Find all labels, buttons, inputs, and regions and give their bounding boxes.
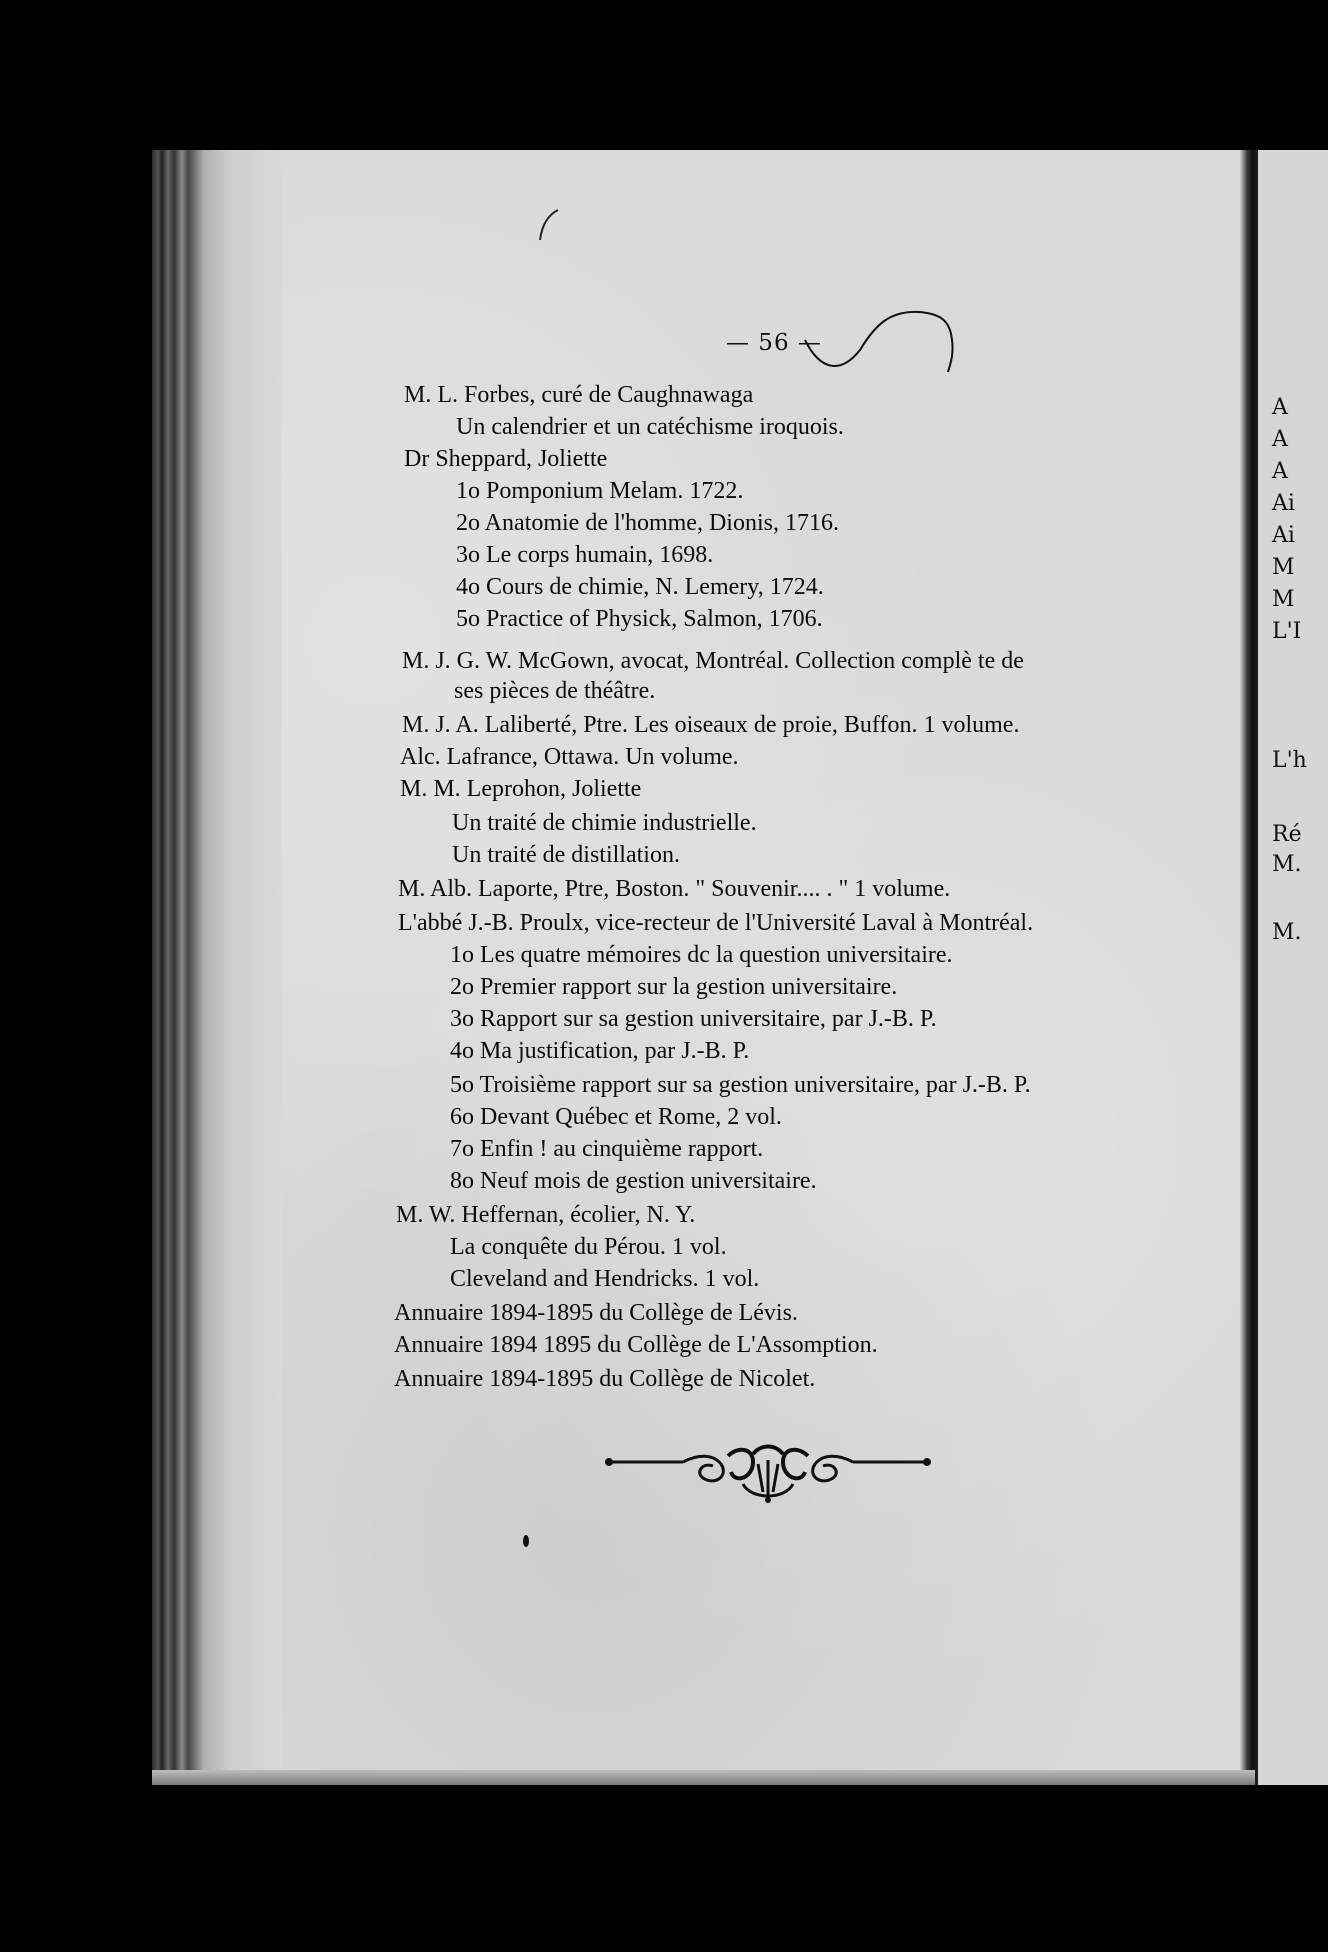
facing-fragment: L'I <box>1272 619 1302 644</box>
facing-fragment: M <box>1272 587 1295 612</box>
list-entry: Cleveland and Hendricks. 1 vol. <box>450 1266 760 1292</box>
list-entry: 2o Anatomie de l'homme, Dionis, 1716. <box>456 510 839 536</box>
list-entry: Annuaire 1894-1895 du Collège de Nicolet. <box>394 1366 816 1392</box>
page-number: — 56 — <box>726 330 822 356</box>
list-entry: M. J. A. Laliberté, Ptre. Les oiseaux de proie, Buffon. 1 volume. <box>402 712 1020 738</box>
list-entry: 7o Enfin ! au cinquième rapport. <box>450 1136 764 1162</box>
facing-fragment: A <box>1272 395 1288 420</box>
list-entry: 4o Ma justification, par J.-B. P. <box>450 1038 750 1064</box>
list-entry: M. W. Heffernan, écolier, N. Y. <box>396 1202 696 1228</box>
list-entry: M. Alb. Laporte, Ptre, Boston. " Souvenir.... . " 1 volume. <box>398 876 951 902</box>
list-entry: M. J. G. W. McGown, avocat, Montréal. Collection complè te de <box>402 648 1024 674</box>
list-entry: 5o Troisième rapport sur sa gestion universitaire, par J.-B. P. <box>450 1072 1031 1098</box>
facing-fragment: Ré <box>1272 822 1302 847</box>
list-entry: ses pièces de théâtre. <box>454 678 656 704</box>
list-entry: L'abbé J.-B. Proulx, vice-recteur de l'Université Laval à Montréal. <box>398 910 1034 936</box>
list-entry: 1o Les quatre mémoires dc la question universitaire. <box>450 942 953 968</box>
facing-fragment: Ai <box>1272 523 1295 548</box>
facing-fragment: M <box>1272 555 1295 580</box>
list-entry: Alc. Lafrance, Ottawa. Un volume. <box>400 744 739 770</box>
ink-speck <box>521 1533 531 1549</box>
facing-fragment: A <box>1272 459 1288 484</box>
list-entry: Un traité de chimie industrielle. <box>452 810 757 836</box>
list-entry: 6o Devant Québec et Rome, 2 vol. <box>450 1104 782 1130</box>
decorative-ornament <box>603 1444 933 1506</box>
list-entry: La conquête du Pérou. 1 vol. <box>450 1234 727 1260</box>
list-entry: Dr Sheppard, Joliette <box>404 446 608 472</box>
facing-fragment: M. <box>1272 852 1302 877</box>
list-entry: 4o Cours de chimie, N. Lemery, 1724. <box>456 574 824 600</box>
facing-fragment: Ai <box>1272 491 1295 516</box>
list-entry: M. M. Leprohon, Joliette <box>400 776 642 802</box>
list-entry: 3o Rapport sur sa gestion universitaire, par J.-B. P. <box>450 1006 937 1032</box>
list-entry: Annuaire 1894-1895 du Collège de Lévis. <box>394 1300 798 1326</box>
list-entry: 2o Premier rapport sur la gestion universitaire. <box>450 974 898 1000</box>
list-entry: 5o Practice of Physick, Salmon, 1706. <box>456 606 823 632</box>
list-entry: M. L. Forbes, curé de Caughnawaga <box>404 382 754 408</box>
list-entry: 3o Le corps humain, 1698. <box>456 542 714 568</box>
facing-fragment: A <box>1272 427 1288 452</box>
list-entry: Un traité de distillation. <box>452 842 680 868</box>
facing-fragment: M. <box>1272 920 1302 945</box>
list-entry: Un calendrier et un catéchisme iroquois. <box>456 414 844 440</box>
facing-fragment: L'h <box>1272 748 1307 773</box>
list-entry: Annuaire 1894 1895 du Collège de L'Assomption. <box>394 1332 878 1358</box>
list-entry: 8o Neuf mois de gestion universitaire. <box>450 1168 817 1194</box>
list-entry: 1o Pomponium Melam. 1722. <box>456 478 744 504</box>
